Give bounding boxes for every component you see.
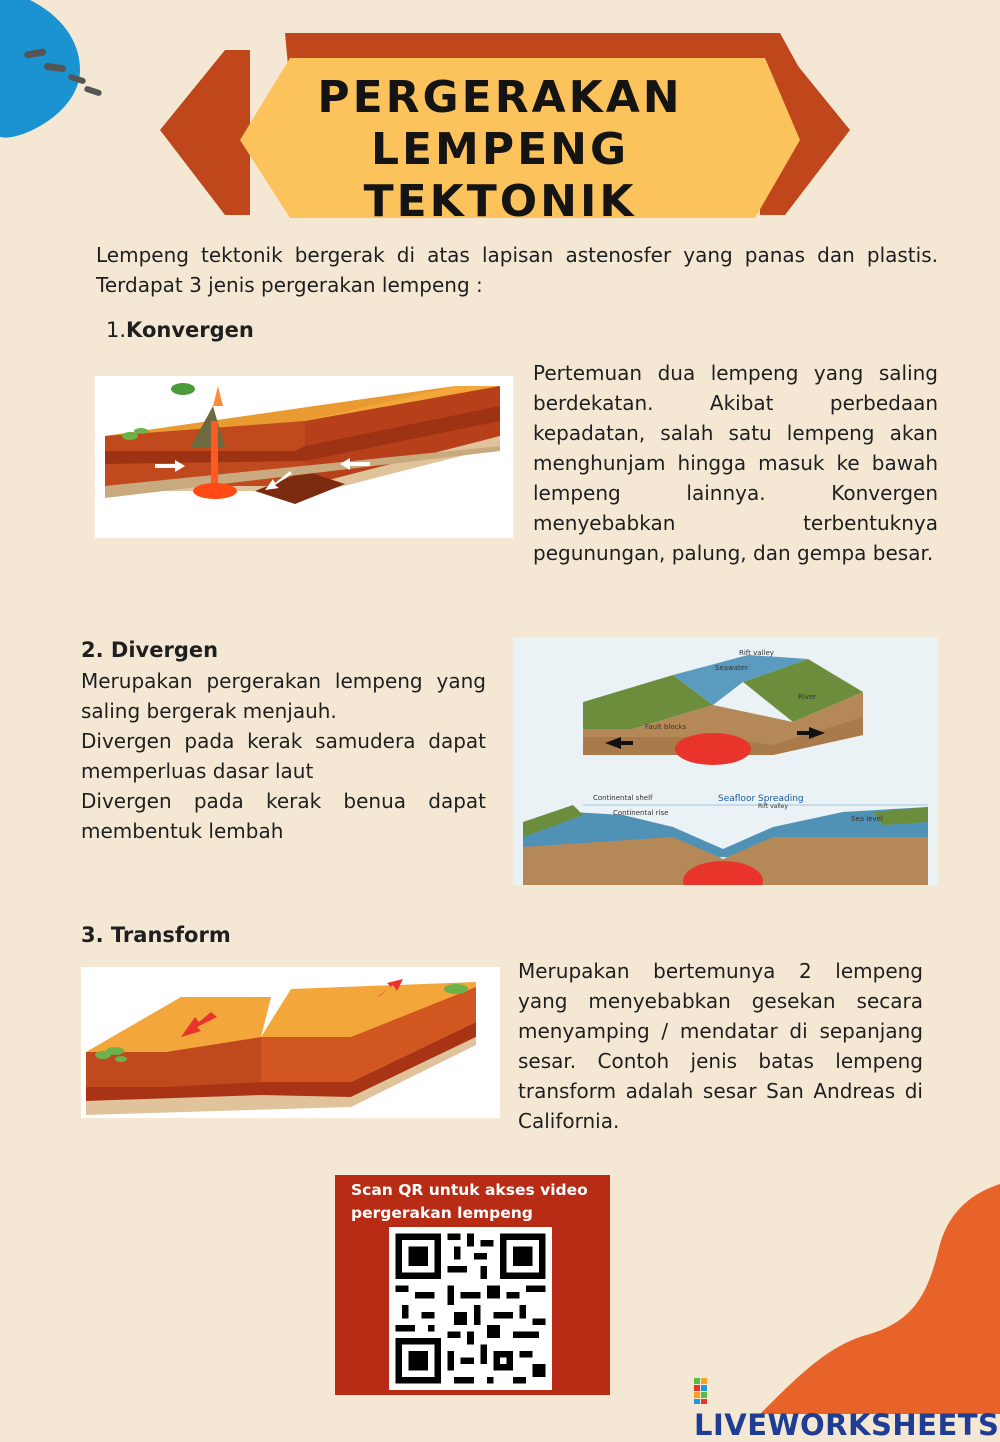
qr-caption: Scan QR untuk akses video pergerakan lempeng: [351, 1181, 588, 1222]
transform-description: Merupakan bertemunya 2 lempeng yang menyebabkan gesekan secara menyamping / mendatar di sepanjang sesar. Contoh jenis batas lempeng transform adalah sesar San Andreas di California.: [518, 959, 923, 1133]
liveworksheets-icon: [694, 1378, 716, 1404]
qr-card: [335, 1175, 610, 1395]
divergen-line-2: Divergen pada kerak samudera dapat memperluas dasar laut: [81, 729, 486, 783]
label-river: River: [798, 693, 817, 701]
divergen-description: [81, 666, 486, 846]
title-line-1: PERGERAKAN: [317, 72, 683, 123]
transform-diagram: [81, 967, 500, 1118]
section-title: Divergen: [110, 638, 219, 662]
label-sea-level: Sea level: [851, 815, 883, 823]
section-konvergen-heading: [106, 318, 254, 342]
divergen-line-3: Divergen pada kerak benua dapat membentuk lembah: [81, 789, 486, 843]
label-continental-shelf: Continental shelf: [593, 794, 653, 802]
section-transform-heading: [81, 923, 231, 947]
divergen-diagram: [513, 637, 938, 885]
divergen-illustration: [513, 637, 938, 885]
liveworksheets-logo: [694, 1374, 1000, 1442]
blue-blob-decoration: [0, 0, 120, 140]
qr-code[interactable]: [389, 1227, 552, 1390]
label-seafloor-spreading: Seafloor Spreading: [718, 794, 804, 804]
brand-live: LIVE: [694, 1408, 768, 1442]
label-fault-blocks: Fault blocks: [645, 723, 687, 731]
label-rift-valley-2: Rift valley: [758, 803, 788, 810]
section-title: Transform: [110, 923, 231, 947]
qr-code-image: [389, 1227, 552, 1390]
section-divergen-heading: [81, 638, 218, 662]
title-line-2: LEMPENG TEKTONIK: [363, 124, 637, 227]
intro-paragraph: Lempeng tektonik bergerak di atas lapisan astenosfer yang panas dan plastis. Terdapat 3 jenis pergerakan lempeng :: [96, 243, 938, 297]
brand-worksheets: WORKSHEETS: [767, 1408, 1000, 1442]
page-title: [230, 72, 770, 228]
label-rift-valley: Rift valley: [739, 649, 774, 657]
section-number: 2.: [81, 638, 104, 662]
section-number: 3.: [81, 923, 104, 947]
label-seawater: Seawater: [715, 664, 748, 672]
divergen-line-1: Merupakan pergerakan lempeng yang saling bergerak menjauh.: [81, 669, 486, 723]
label-continental-rise: Continental rise: [613, 809, 669, 817]
section-number: 1.: [106, 318, 127, 342]
section-title: Konvergen: [126, 318, 254, 342]
konvergen-illustration: [95, 376, 513, 538]
konvergen-description: Pertemuan dua lempeng yang saling berdekatan. Akibat perbedaan kepadatan, salah satu lempeng akan menghunjam hingga masuk ke bawah lempeng lainnya. Konvergen menyebabkan terbentuknya pegunungan, palung, dan gempa besar.: [533, 361, 938, 565]
transform-illustration: [81, 967, 500, 1118]
konvergen-diagram: [95, 376, 513, 538]
